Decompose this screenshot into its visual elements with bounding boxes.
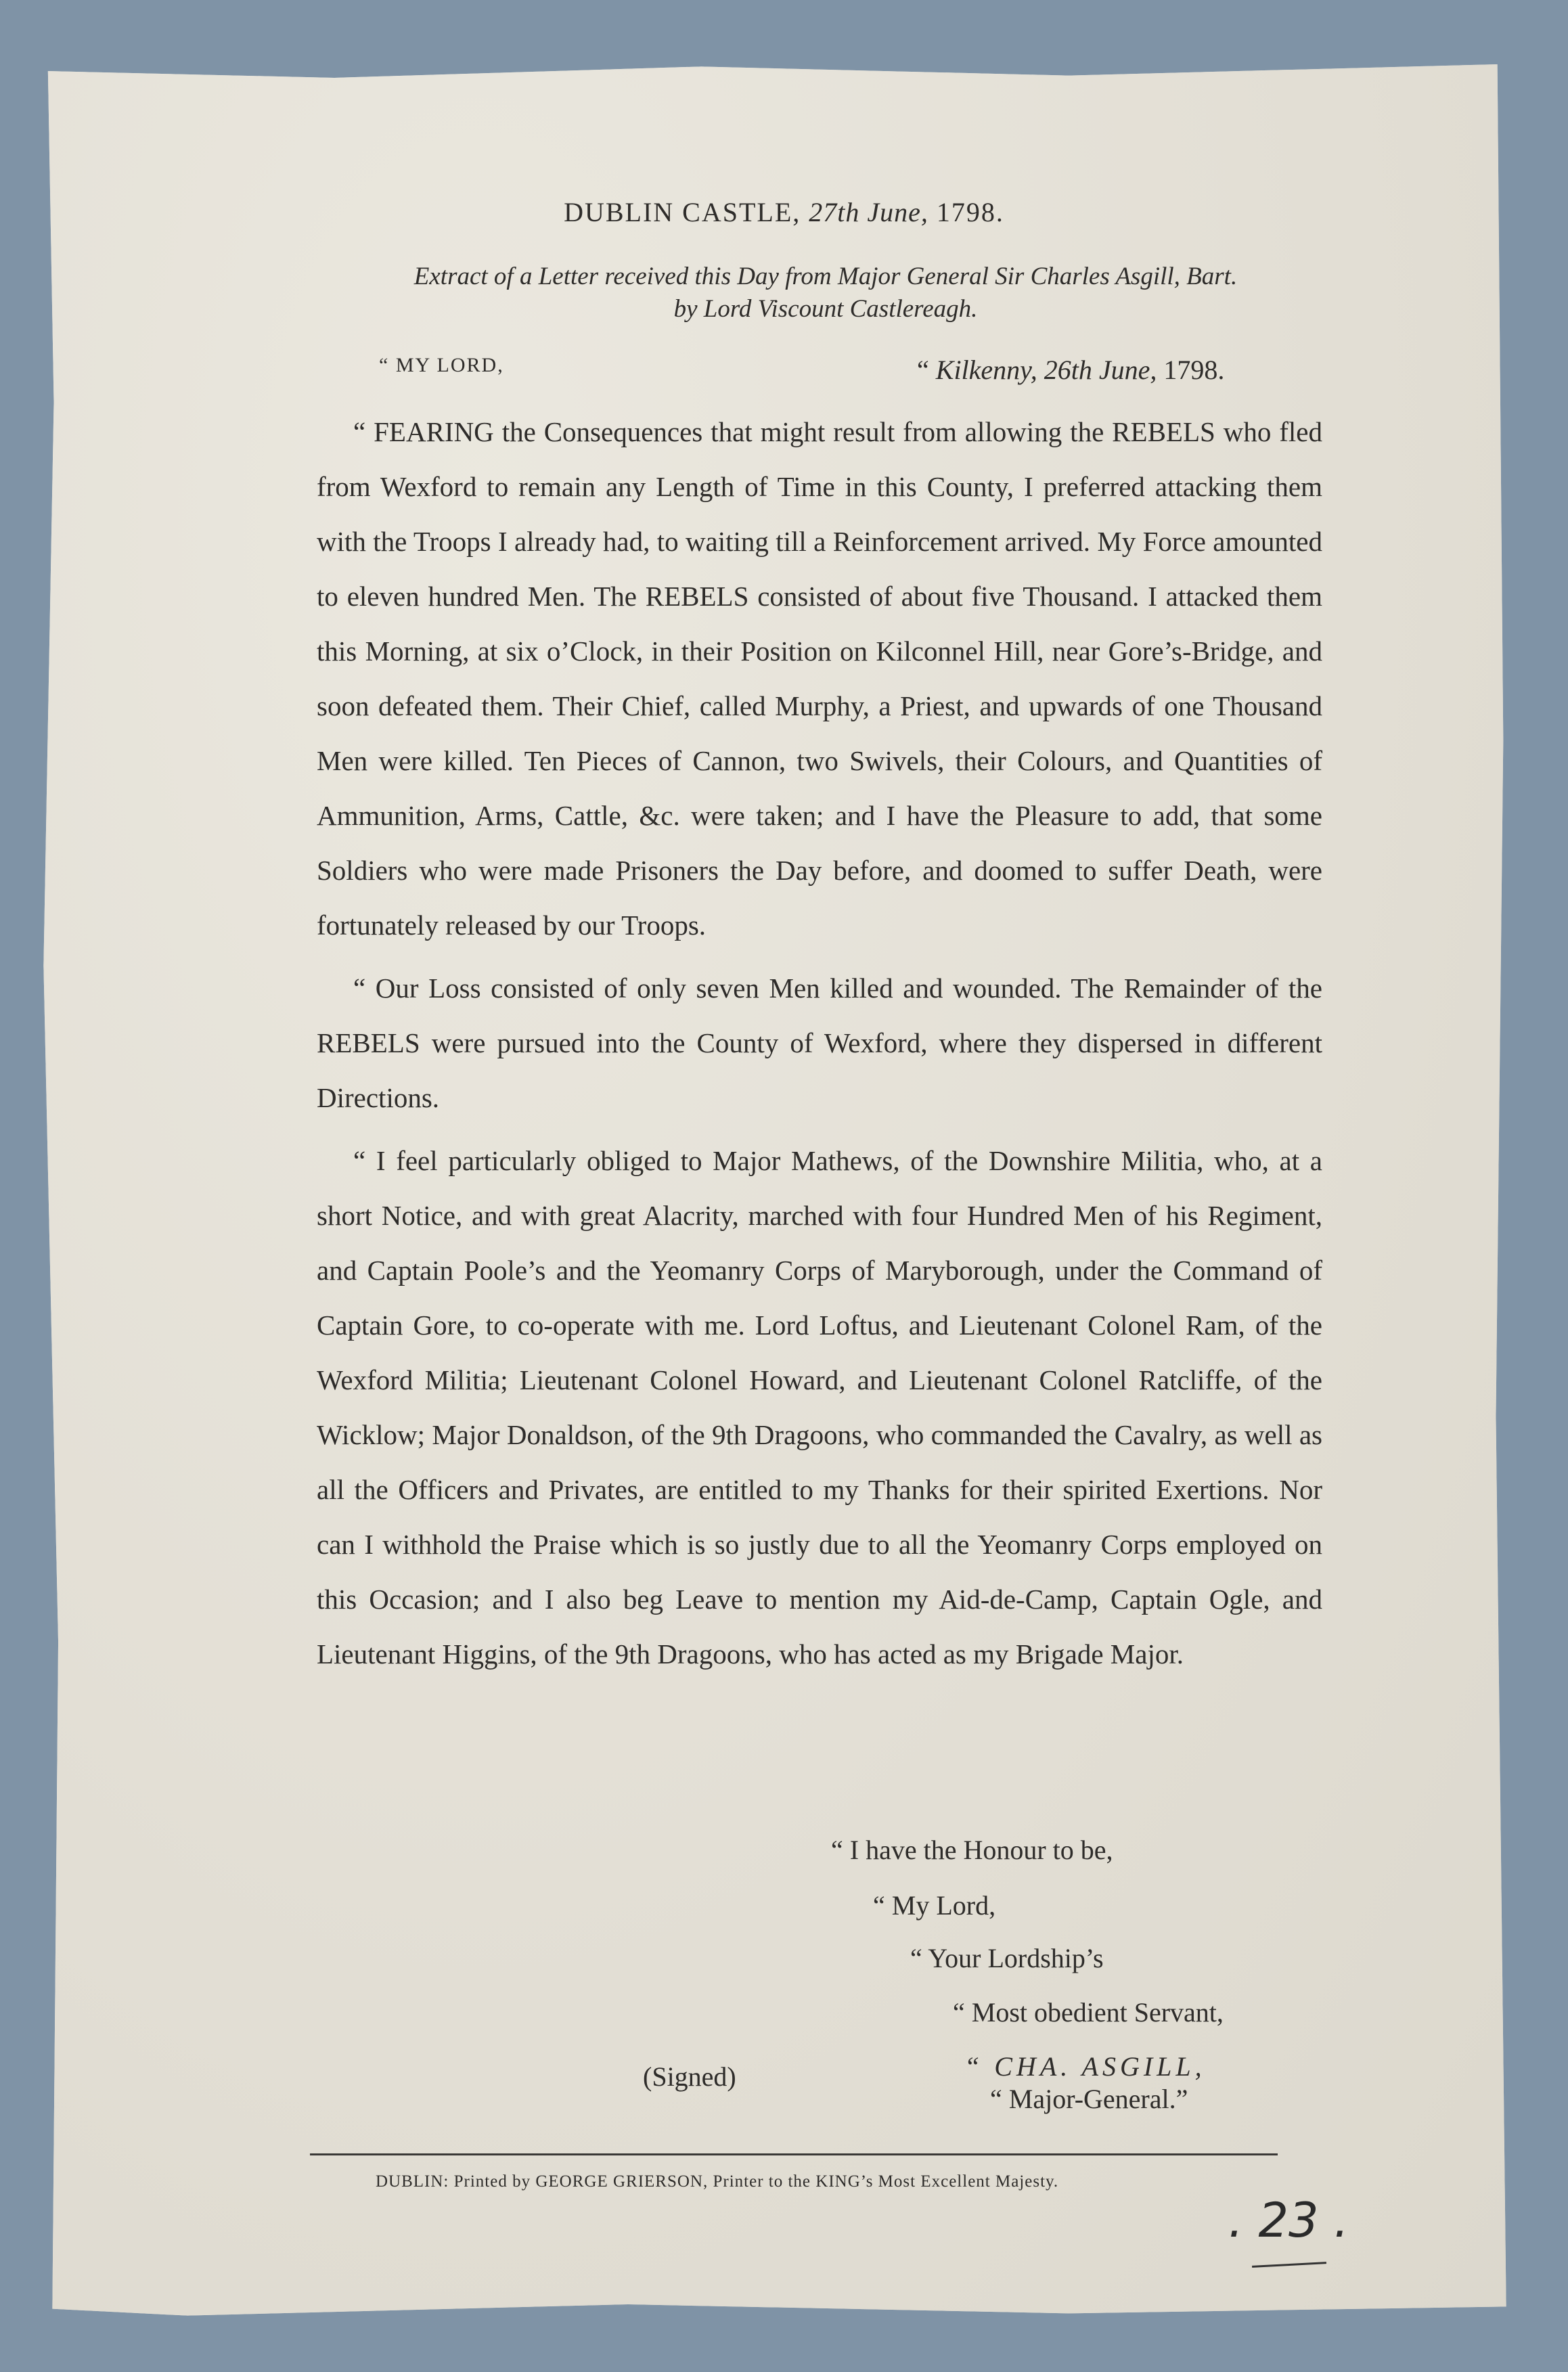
printer-imprint: DUBLIN: Printed by GEORGE GRIERSON, Printer to the KING’s Most Excellent Majesty. (376, 2172, 1059, 2191)
footer-divider (310, 2153, 1278, 2155)
handwritten-page-number: . 23 . (1228, 2193, 1349, 2248)
signature-rank: “ Major-General.” (990, 2084, 1188, 2114)
salutation-left: “ MY LORD, (379, 354, 504, 376)
closing-line-1: “ I have the Honour to be, (831, 1835, 1113, 1865)
salutation-year: 1798. (1157, 355, 1225, 385)
paragraph-3: “ I feel particularly obliged to Major Mathews, of the Downshire Militia, who, at a short Notice, and with great Alacrity, marched with four Hundred Men of his Regiment, and Captain Poole’s and the Yeomanry Corps of Maryborough, under the Command of Captain Gore, to co-operate with me. Lord Loftus, and Lieutenant Colonel Ram, of the Wexford Militia; Lieutenant Colonel Howard, and Lieutenant Colonel Ratcliffe, of the Wicklow; Major Donaldson, of the 9th Dragoons, who commanded the Cavalry, as well as all the Officers and Privates, are entitled to my Thanks for their spirited Exertions. Nor can I withhold the Praise which is so justly due to all the Yeomanry Corps employed on this Occasion; and I also beg Leave to mention my Aid-de-Camp, Captain Ogle, and Lieutenant Higgins, of the 9th Dragoons, who has acted as my Brigade Major. (317, 1145, 1322, 1670)
document-subtitle (325, 261, 1326, 326)
closing-line-4: “ Most obedient Servant, (953, 1997, 1224, 2028)
signature-name: “ CHA. ASGILL, (964, 2051, 1206, 2082)
letter-body (317, 405, 1322, 1682)
title-place: DUBLIN CASTLE, (564, 197, 809, 227)
salutation-open-quote: “ (917, 355, 936, 385)
paragraph-2: “ Our Loss consisted of only seven Men killed and wounded. The Remainder of the REBELS were pursued into the County of Wexford, where they dispersed in different Directions. (317, 972, 1322, 1113)
document-title (0, 196, 1568, 228)
closing-line-2: “ My Lord, (873, 1890, 996, 1921)
title-date: 27th June, (809, 197, 928, 227)
closing-line-3: “ Your Lordship’s (910, 1943, 1104, 1973)
signed-label: (Signed) (643, 2061, 736, 2092)
salutation-right (917, 354, 1224, 386)
paragraph-1: “ FEARING the Consequences that might result from allowing the REBELS who fled from Wexford to remain any Length of Time in this County, I preferred attacking them with the Troops I already had, to waiting till a Reinforcement arrived. My Force amounted to eleven hundred Men. The REBELS consisted of about five Thousand. I attacked them this Morning, at six o’Clock, in their Position on Kilconnel Hill, near Gore’s-Bridge, and soon defeated them. Their Chief, called Murphy, a Priest, and upwards of one Thousand Men were killed. Ten Pieces of Cannon, two Swivels, their Colours, and Quantities of Ammunition, Arms, Cattle, &c. were taken; and I have the Pleasure to add, that some Soldiers who were made Prisoners the Day before, and doomed to suffer Death, were fortunately released by our Troops. (317, 416, 1322, 941)
title-year: 1798. (928, 197, 1004, 227)
subtitle-line-1: Extract of a Letter received this Day from Major General Sir Charles Asgill, Bart. (413, 263, 1238, 290)
salutation-place-date: Kilkenny, 26th June, (935, 355, 1157, 385)
subtitle-line-2: by Lord Viscount Castlereagh. (673, 295, 978, 323)
